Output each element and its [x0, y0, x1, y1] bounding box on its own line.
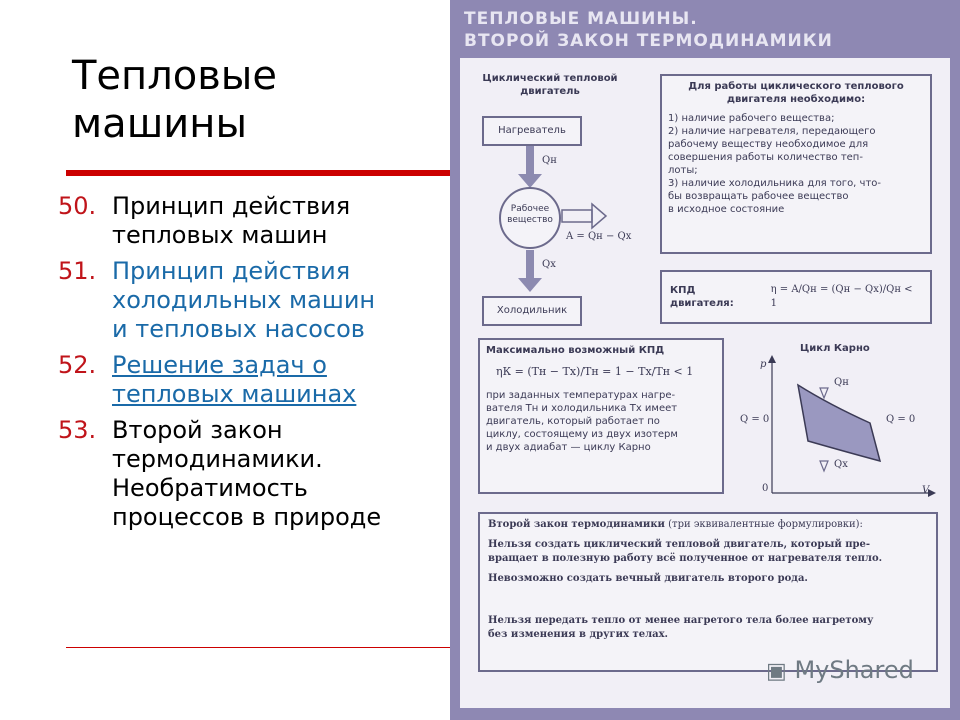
max-efficiency-line: при заданных температурах нагре-: [486, 390, 676, 401]
toc-text-line: тепловых машинах: [112, 380, 357, 408]
second-law-line: Нельзя передать тепло от менее нагретого тела более нагретому: [488, 615, 874, 626]
second-law-formulation-2: Невозможно создать вечный двигатель второго рода.: [488, 573, 808, 584]
heater-label: Нагреватель: [498, 125, 566, 136]
toc-number: 51.: [58, 257, 97, 285]
p-axis-arrowhead: [768, 355, 776, 363]
carnot-heat-out-arrow: [820, 461, 828, 471]
second-law-line: вращает в полезную работу всё полученное от нагревателя тепло.: [488, 553, 883, 564]
toc-number: 53.: [58, 416, 97, 444]
second-law-heading-note: (три эквивалентные формулировки):: [668, 519, 863, 530]
watermark-text: MyShared: [794, 656, 914, 684]
second-law-line: без изменения в других телах.: [488, 629, 669, 640]
requirements-box: [660, 74, 932, 254]
projector-icon: ▣: [766, 659, 787, 684]
slide-title-line-2: машины: [72, 101, 248, 147]
p-axis-label: p: [760, 359, 767, 370]
max-efficiency-line: циклу, состоящему из двух изотерм: [486, 429, 678, 440]
toc-text-line: и тепловых насосов: [112, 315, 365, 343]
work-equation: A = Qн − Qх: [566, 231, 632, 242]
max-efficiency-line: и двух адиабат — циклу Карно: [486, 442, 651, 453]
slide-title: [72, 52, 277, 148]
max-efficiency-formula: ηК = (Тн − Тх)/Тн = 1 − Тх/Тн < 1: [496, 365, 694, 378]
poster-title-line-2: ВТОРОЙ ЗАКОН ТЕРМОДИНАМИКИ: [464, 31, 833, 51]
table-of-contents: [58, 192, 443, 539]
toc-text-line: Принцип действия: [112, 257, 351, 285]
working-body-line: Рабочее: [510, 204, 550, 214]
poster-panel: [460, 58, 950, 708]
carnot-heat-in-label: Qн: [834, 377, 849, 388]
toc-item-52[interactable]: [58, 351, 443, 409]
cooler-label: Холодильник: [496, 305, 568, 316]
cooler-box: [482, 296, 582, 326]
toc-text: [112, 416, 381, 532]
second-law-box: [478, 512, 938, 672]
poster-image: [450, 0, 960, 720]
requirement-line: рабочему веществу необходимое для: [668, 139, 869, 150]
cycle-heading-line: двигатель: [520, 86, 580, 97]
second-law-heading: [488, 518, 928, 532]
second-law-formulation-3: [488, 614, 928, 642]
max-efficiency-title: Максимально возможный КПД: [486, 345, 665, 356]
toc-link[interactable]: [112, 351, 356, 409]
toc-item-51[interactable]: [58, 257, 443, 344]
carnot-heat-in-arrow: [820, 388, 828, 398]
requirement-line: совершения работы количество теп-: [668, 152, 863, 163]
poster-title: [464, 8, 944, 52]
toc-text-line: Необратимость: [112, 474, 308, 502]
second-law-formulation-1: [488, 538, 928, 566]
requirements-title-line: Для работы циклического теплового: [688, 81, 904, 92]
max-efficiency-line: двигатель, который работает по: [486, 416, 660, 427]
efficiency-formula: η = A/Qн = (Qн − Qх)/Qн < 1: [770, 284, 913, 309]
working-body-label: [504, 204, 556, 226]
requirements-list: [668, 112, 924, 216]
requirements-title-line: двигателя необходимо:: [726, 94, 866, 105]
heat-in-label: Qн: [542, 155, 557, 166]
requirement-line: 2) наличие нагревателя, передающего: [668, 126, 876, 137]
efficiency-box: [660, 270, 932, 324]
heat-out-label: Qх: [542, 259, 556, 270]
adiabat-left-label: Q = 0: [740, 414, 770, 425]
slide-title-line-1: Тепловые: [72, 53, 277, 99]
heat-in-arrowhead: [518, 174, 542, 188]
poster-title-line-1: ТЕПЛОВЫЕ МАШИНЫ.: [464, 9, 698, 29]
work-arrow: [562, 210, 592, 222]
requirement-line: в исходное состояние: [668, 204, 785, 215]
toc-item-53: [58, 416, 443, 532]
second-law-line: Нельзя создать циклический тепловой двигатель, который пре-: [488, 539, 871, 550]
working-body-line: вещество: [507, 215, 553, 225]
v-axis-label: V: [922, 485, 930, 496]
carnot-cycle-area: [798, 385, 880, 461]
requirement-line: 1) наличие рабочего вещества;: [668, 113, 835, 124]
adiabat-right-label: Q = 0: [886, 414, 916, 425]
toc-number: 50.: [58, 192, 97, 220]
requirement-line: бы возвращать рабочее вещество: [668, 191, 849, 202]
toc-text: [112, 192, 350, 250]
carnot-heat-out-label: Qх: [834, 459, 848, 470]
max-efficiency-box: [478, 338, 724, 494]
bottom-divider: [66, 647, 458, 648]
watermark-logo: [766, 656, 914, 684]
heat-out-arrowhead: [518, 278, 542, 292]
max-efficiency-text: [486, 389, 716, 454]
title-underline: [66, 170, 458, 176]
toc-item-50: [58, 192, 443, 250]
toc-text-line: процессов в природе: [112, 503, 382, 531]
requirements-title: [668, 80, 924, 106]
toc-text-line: Решение задач о: [112, 351, 327, 379]
toc-text-line: холодильных машин: [112, 286, 376, 314]
work-arrowhead: [592, 204, 606, 228]
carnot-title: Цикл Карно: [800, 343, 870, 354]
toc-text-line: термодинамики.: [112, 445, 323, 473]
max-efficiency-line: вателя Тн и холодильника Тх имеет: [486, 403, 678, 414]
toc-text-line: Принцип действия: [112, 192, 351, 220]
cycle-heading-line: Циклический тепловой: [482, 73, 618, 84]
efficiency-label: КПД двигателя:: [670, 285, 734, 309]
requirement-line: лоты;: [668, 165, 698, 176]
toc-number: 52.: [58, 351, 97, 379]
second-law-heading-text: Второй закон термодинамики: [488, 519, 665, 530]
origin-label: 0: [762, 483, 769, 494]
toc-link[interactable]: [112, 257, 375, 344]
toc-text-line: Второй закон: [112, 416, 283, 444]
requirement-line: 3) наличие холодильника для того, что-: [668, 178, 881, 189]
toc-text-line: тепловых машин: [112, 221, 328, 249]
